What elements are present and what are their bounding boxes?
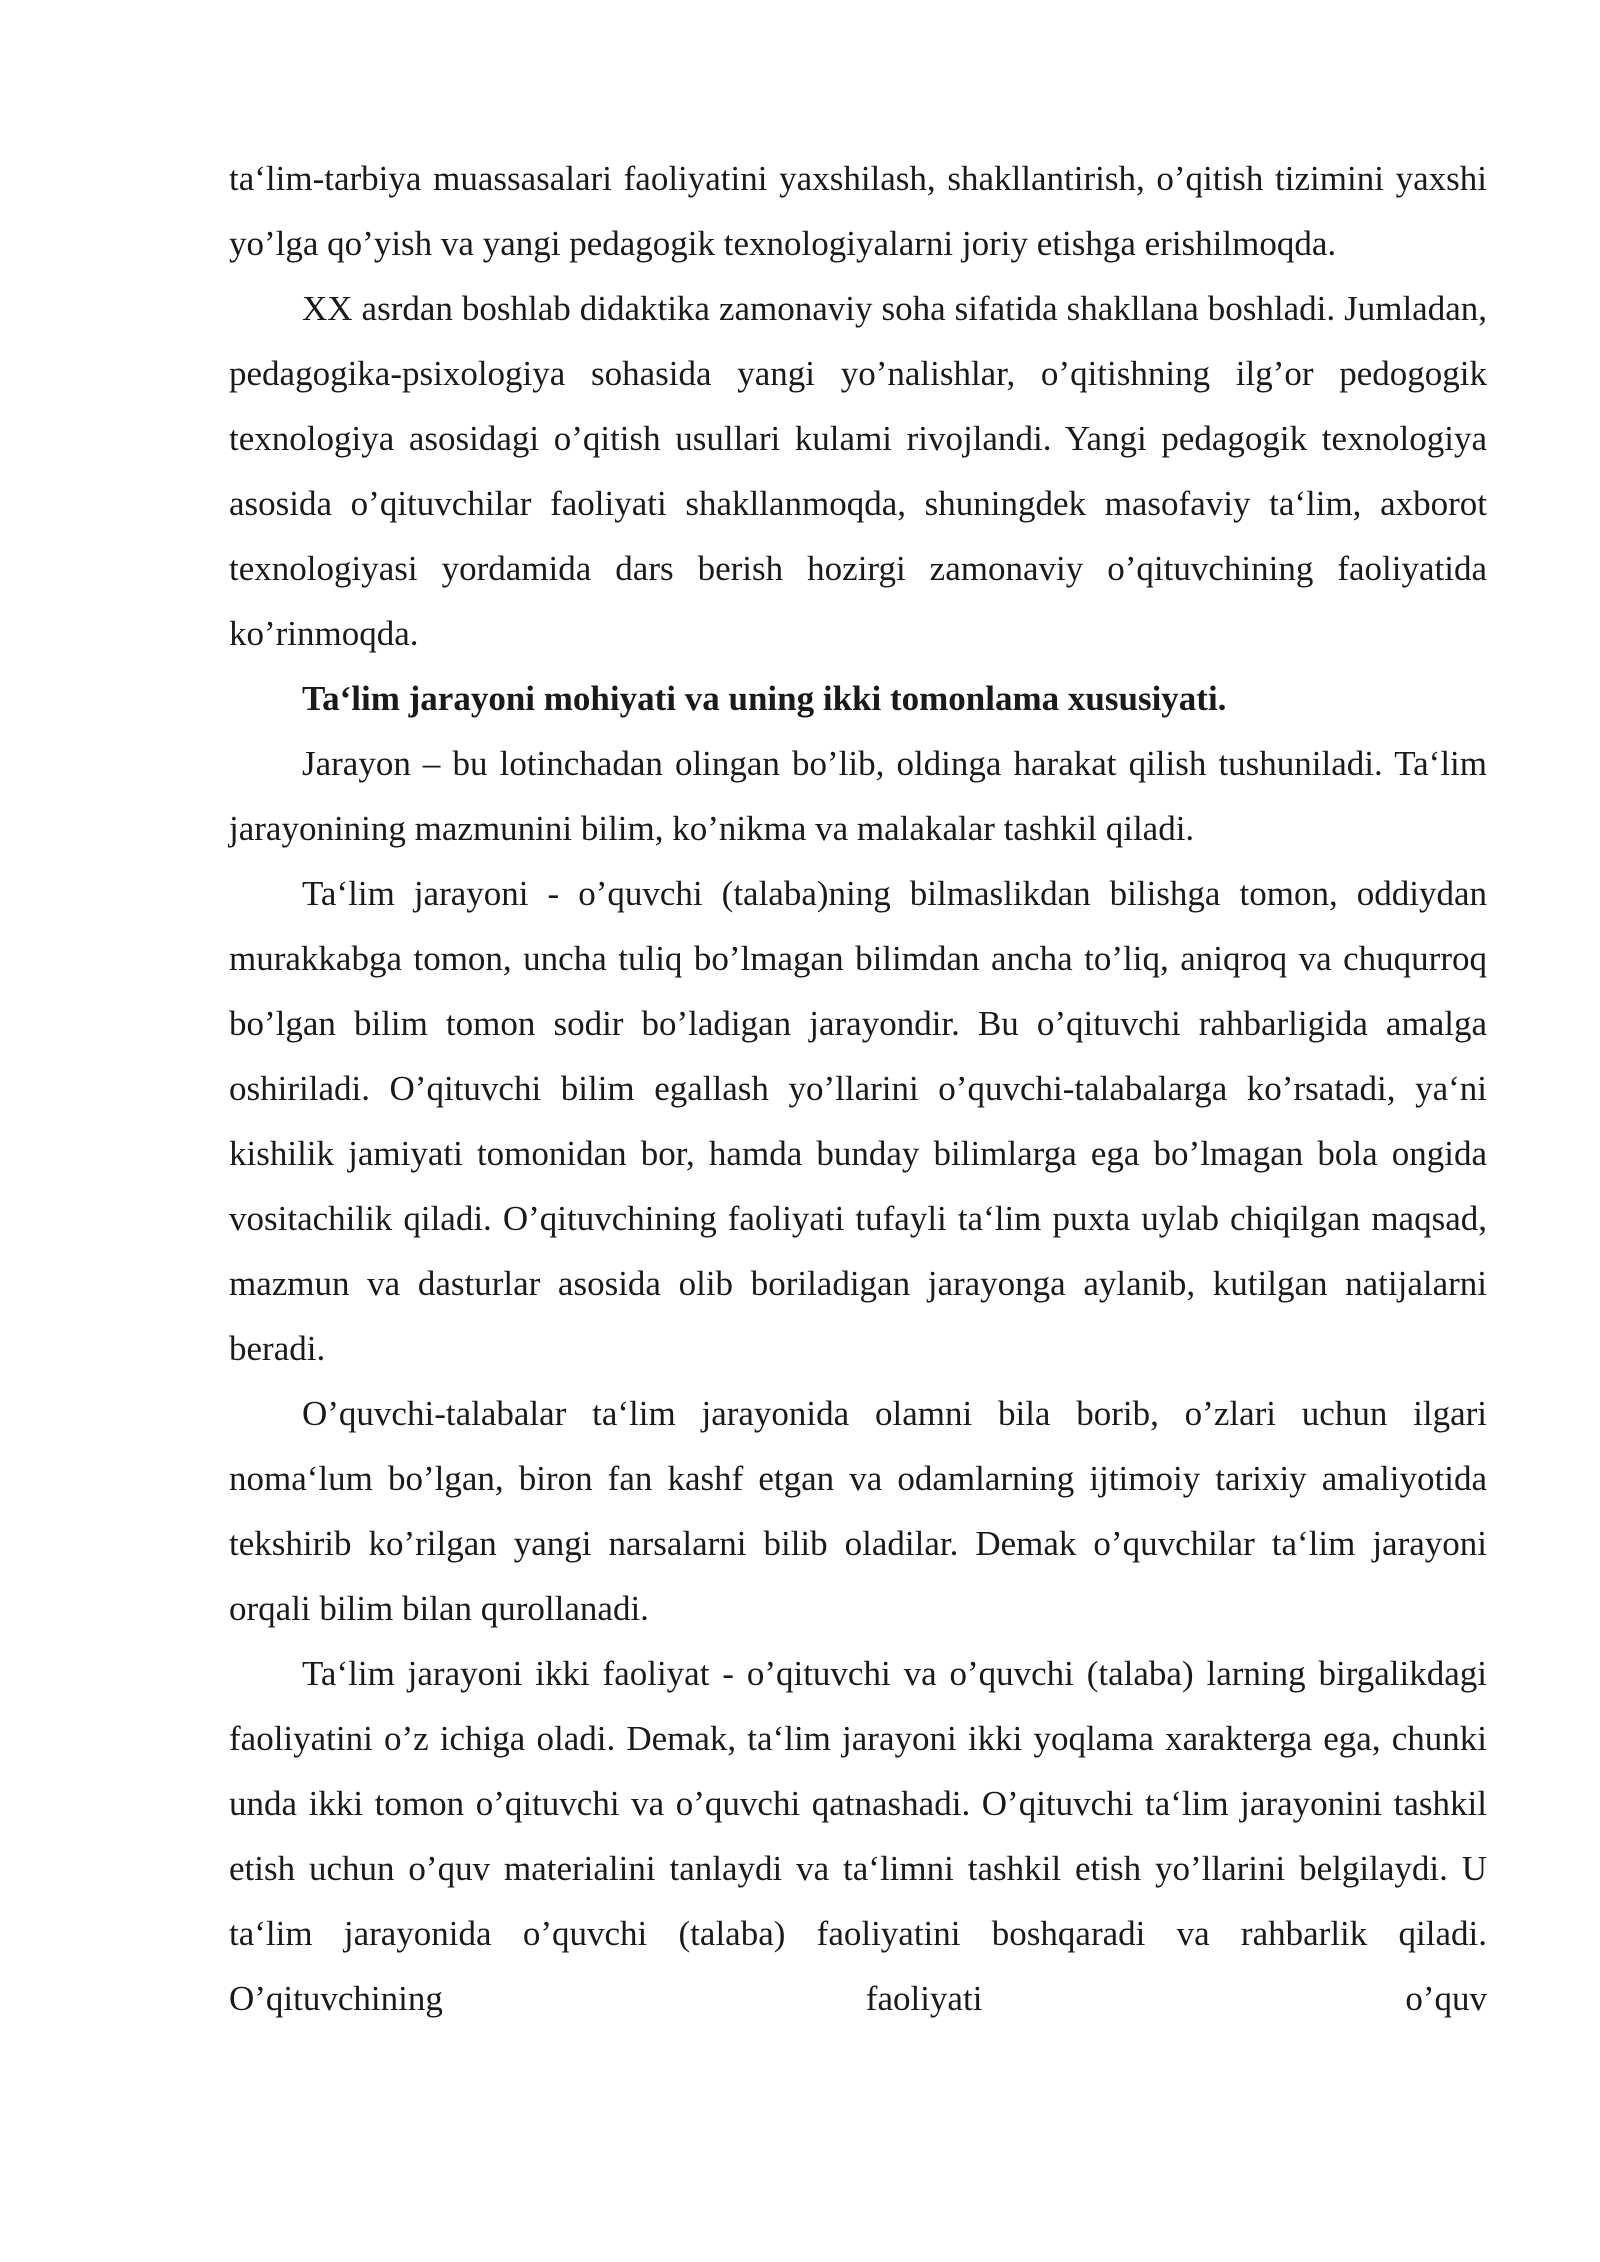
paragraph-two-sided: Ta‘lim jarayoni ikki faoliyat - o’qituvchi va o’quvchi (talaba) larning birgalikdagi faoliyatini o’z ichiga oladi. Demak, ta‘lim jarayoni ikki yoqlama xarakterga ega, chunki unda ikki tomon o’qituvchi va o’quvchi qatnashadi. O’qituvchi ta‘lim jarayonini tashkil etish uchun o’quv materialini tanlaydi va ta‘limni tashkil etish yo’llarini belgilaydi. U ta‘lim jarayonida o’quvchi (talaba) faoliyatini boshqaradi va rahbarlik qiladi. O’qituvchining faoliyati o’quv: [229, 1654, 1487, 2018]
paragraph-didactics: XX asrdan boshlab didaktika zamonaviy soha sifatida shakllana boshladi. Jumladan, pedagogika-psixologiya sohasida yangi yo’nalishlar, o’qitishning ilg’or pedogogik texnologiya asosidagi o’qitish usullari kulami rivojlandi. Yangi pedagogik texnologiya asosida o’qituvchilar faoliyati shakllanmoqda, shuningdek masofaviy ta‘lim, axborot texnologiyasi yordamida dars berish hozirgi zamonaviy o’qituvchining faoliyatida ko’rinmoqda.: [229, 289, 1487, 653]
paragraph-learning-process: Ta‘lim jarayoni - o’quvchi (talaba)ning bilmaslikdan bilishga tomon, oddiydan murakkabga tomon, uncha tuliq bo’lmagan bilimdan ancha to’liq, aniqroq va chuqurroq bo’lgan bilim tomon sodir bo’ladigan jarayondir. Bu o’qituvchi rahbarligida amalga oshiriladi. O’qituvchi bilim egallash yo’llarini o’quvchi-talabalarga ko’rsatadi, ya‘ni kishilik jamiyati tomonidan bor, hamda bunday bilimlarga ega bo’lmagan bola ongida vositachilik qiladi. O’qituvchining faoliyati tufayli ta‘lim puxta uylab chiqilgan maqsad, mazmun va dasturlar asosida olib boriladigan jarayonga aylanib, kutilgan natijalarni beradi.: [229, 874, 1487, 1368]
document-page: [229, 146, 1487, 2031]
paragraph-continuation: ta‘lim-tarbiya muassasalari faoliyatini yaxshilash, shakllantirish, o’qitish tizimini yaxshi yo’lga qo’yish va yangi pedagogik texnologiyalarni joriy etishga erishilmoqda.: [229, 159, 1487, 263]
section-heading: Ta‘lim jarayoni mohiyati va uning ikki tomonlama xususiyati.: [302, 679, 1227, 718]
paragraph-students: O’quvchi-talabalar ta‘lim jarayonida olamni bila borib, o’zlari uchun ilgari noma‘lum bo’lgan, biron fan kashf etgan va odamlarning ijtimoiy tarixiy amaliyotida tekshirib ko’rilgan yangi narsalarni bilib oladilar. Demak o’quvchilar ta‘lim jarayoni orqali bilim bilan qurollanadi.: [229, 1394, 1487, 1628]
paragraph-process-definition: Jarayon – bu lotinchadan olingan bo’lib, oldinga harakat qilish tushuniladi. Ta‘lim jarayonining mazmunini bilim, ko’nikma va malakalar tashkil qiladi.: [229, 744, 1487, 848]
